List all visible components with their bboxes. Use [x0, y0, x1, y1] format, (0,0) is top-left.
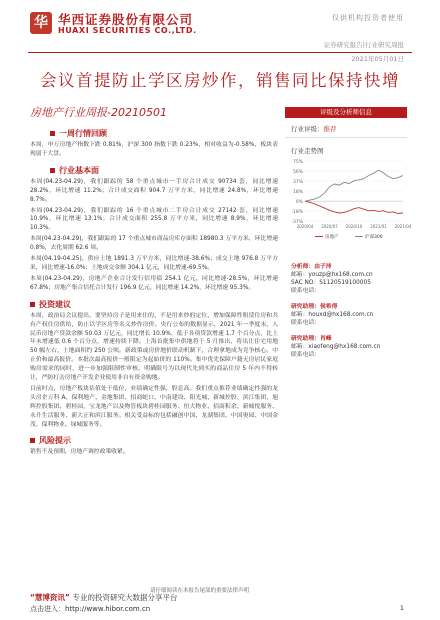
- section-heading: [30, 435, 278, 446]
- analyst-card: [291, 335, 407, 359]
- analyst-card: [291, 303, 407, 327]
- paragraph: 本周(04.23-04.29)，房地产企业合计发行信用债 254.1 亿元，同比增速-28.5%，环比增速 67.8%；房地产集合信托合计发行 196.9 亿元，同比增速 14.2%，环比增速 95.3%。: [30, 275, 278, 291]
- rating-row: [285, 118, 407, 138]
- paragraph: 本周(04.23-04.29)，我们跟踪的 17 个重点城市商品房库存面积 18980.3 万平方米，环比增速 0.8%，去化周期 62.6 周。: [30, 236, 278, 252]
- section-marker: [30, 302, 35, 307]
- section-heading: [30, 165, 278, 176]
- analyst-name-row: [291, 335, 407, 343]
- paragraph: 本周，申万房地产指数下跌 0.81%，沪深 300 指数下跌 0.23%，相对收益为-0.58%，板块表现弱于大盘。: [30, 142, 278, 157]
- x-tick-label: 2020/10: [345, 224, 363, 229]
- legend-label: 沪深300: [365, 235, 383, 240]
- analyst-email[interactable]: youzp@hx168.com.cn: [308, 272, 373, 278]
- brand-tagline: 专业的投资研究大数据分享平台: [72, 593, 178, 602]
- email-label: 邮箱：: [291, 272, 309, 278]
- analyst-email-row: [291, 343, 407, 351]
- analyst-role: 研究助理：: [291, 336, 320, 342]
- analyst-list: [285, 263, 407, 359]
- report-date: 2021年05月01日: [351, 55, 404, 63]
- series-line: [305, 170, 403, 201]
- section-marker: [50, 168, 55, 173]
- paragraph: 本周(04.19-04.25)，供应土地 1891.3 万平方米，同比增速-38.6%；成交土地 976.8 万平方米，同比增速-16.0%；土地成交金额 304.1 亿元，同比增速-69.5%。: [30, 256, 278, 271]
- paragraph: 本周(04.23-04.29)，我们跟踪的 58 个重点城市一手房合计成交 90734 套，同比增速 28.2%，环比增速 11.2%；合计成交面积 904.7 万平方米，同比增速 24.8%，环比增速 8.7%。: [30, 178, 278, 203]
- report-subtitle: 房地产行业周报-20210501: [30, 106, 167, 119]
- section-heading: [30, 299, 278, 310]
- series-line: [305, 201, 403, 213]
- analyst-cert: S1120519100005: [319, 280, 371, 286]
- y-tick-label: -37%: [291, 220, 303, 225]
- section-heading: [30, 128, 278, 139]
- rating-value: 推荐: [323, 125, 337, 133]
- report-type: 证券研究报告|行业研究周报: [323, 41, 404, 49]
- analyst-role: 研究助理：: [291, 304, 320, 310]
- section-heading-text: 风险提示: [39, 436, 71, 446]
- analyst-card: [291, 263, 407, 295]
- section-marker: [50, 131, 55, 136]
- analyst-name-row: [291, 263, 407, 271]
- section-heading-text: 一周行情回顾: [59, 129, 107, 138]
- analyst-email[interactable]: xiaofeng@hx168.com.cn: [308, 344, 381, 350]
- analyst-cert-row: [291, 279, 407, 287]
- analyst-name: 由子沛: [314, 264, 332, 270]
- email-label: 邮箱：: [291, 312, 309, 318]
- rating-label: 行业评级：: [291, 125, 324, 133]
- chart-title: 行业走势图: [291, 147, 324, 155]
- site-link[interactable]: http://www.hibor.com.cn: [65, 605, 151, 613]
- paragraph: 本周，政治局会议提出，要坚持房子是用来住的、不是用来炒的定位，增加保障性租赁住房和共有产权住房供给，防止以学区房等名义炒作房价。央行公布的数据显示，2021 年一季度末，人民币房地产贷款余额 50.03 万亿元，同比增长 10.9%，低于各项贷款增速 1.7 个百分点，比上年末增速低 0.6 个百分点，增速持续下降。上海首批集中供地将于 5 月推出，将出让住宅用地 50 幅左右，土地面积约 250 公顷。新政策或房价地价联动机制下，合理拿地成为竞争核心。中止价和最高报价。本批次最高报价一般限定为起始价的 110%。集中优先保障户籍无房居民家庭购房需求的同时，进一步加强限制性审核，明确限号为以现代先到买的商品住房 5 年内不得转让，严防打击房地产开发企业使用非自有资金购地。: [30, 312, 278, 382]
- analyst-phone-row: [291, 287, 407, 295]
- footer-site: 点击进入：http://www.hibor.com.cn: [30, 605, 151, 613]
- company-logo: 华: [30, 12, 52, 34]
- section-marker: [30, 438, 35, 443]
- main-body: [30, 122, 278, 459]
- header-divider: [28, 52, 412, 53]
- industry-trend-chart: [285, 157, 412, 249]
- analyst-role: 分析师：: [291, 264, 315, 270]
- site-label: 点击进入: [30, 605, 58, 613]
- x-tick-label: 2021/01: [370, 224, 387, 229]
- phone-label: 联系电话：: [291, 352, 320, 358]
- analyst-name-row: [291, 303, 407, 311]
- page-number: 1: [399, 604, 404, 612]
- analyst-phone-row: [291, 319, 407, 327]
- legend-label: 房地产: [325, 235, 339, 240]
- footer-brand: [30, 592, 177, 603]
- section-heading-text: 行业基本面: [59, 165, 99, 175]
- cert-label: SAC NO：: [291, 280, 320, 286]
- x-tick-label: 2020/04: [296, 224, 314, 229]
- y-tick-label: 56%: [292, 170, 303, 175]
- analyst-name: 侯希得: [320, 304, 338, 310]
- y-tick-label: 0%: [295, 200, 303, 205]
- y-tick-label: 37%: [292, 180, 303, 185]
- phone-label: 联系电话：: [291, 320, 320, 326]
- analyst-email-row: [291, 271, 407, 279]
- phone-label: 联系电话：: [291, 288, 320, 294]
- analyst-email-row: [291, 311, 407, 319]
- paragraph: 销售不及预期，房地产调控政策收紧。: [30, 449, 129, 456]
- sidebar: [285, 118, 412, 367]
- section-heading-text: 投资建议: [39, 299, 71, 309]
- report-title: 会议首提防止学区房炒作，销售同比保持快增: [40, 71, 400, 90]
- company-name-en: HUAXI SECURITIES CO.,LTD.: [58, 26, 197, 35]
- y-tick-label: 18%: [292, 190, 303, 195]
- x-tick-label: 2020/07: [321, 224, 338, 229]
- analyst-phone-row: [291, 351, 407, 359]
- analyst-name: 肖峰: [320, 336, 332, 342]
- email-label: 邮箱：: [291, 344, 309, 350]
- rating-header-bar: 评级及分析师信息: [285, 107, 407, 118]
- paragraph: 目前时点，房地产板块估值处于低位，业绩确定性强，股息高。我们重点推荐业绩确定性强的龙头房企万科 A、保利地产、金地集团、招商蛇口、中南建设、阳光城、新城控股、滨江集团、旭辉控股集团、碧桂园，宝龙地产以及物管板块碧桂园服务、恒大物业、招商积余、新城悦服务、永升生活服务、新大正和滨江服务。相关受益标的包括融创中国、龙湖集团、中国奥园、中国金茂、保利物业、绿城服务等。: [30, 385, 278, 428]
- legal-notice: 请仔细阅读在本报告尾部的重要法律声明: [150, 588, 250, 594]
- brand-name: “慧博资讯”: [30, 593, 70, 602]
- paragraph: 本周(04.23-04.29)，我们跟踪的 16 个重点城市二手房合计成交 27142 套，同比增速 10.9%，环比增速 13.1%；合计成交面积 255.8 万平方米，同比增速 8.9%，环比增速 10.3%。: [30, 207, 278, 232]
- analyst-email[interactable]: houxd@hx168.com.cn: [308, 312, 374, 318]
- x-tick-label: 2021/04: [394, 224, 412, 229]
- y-tick-label: 75%: [292, 160, 303, 165]
- company-name-cn: 华西证券股份有限公司: [58, 12, 194, 27]
- y-tick-label: -18%: [291, 210, 303, 215]
- slogan: 仅供机构投资者使用: [332, 14, 404, 22]
